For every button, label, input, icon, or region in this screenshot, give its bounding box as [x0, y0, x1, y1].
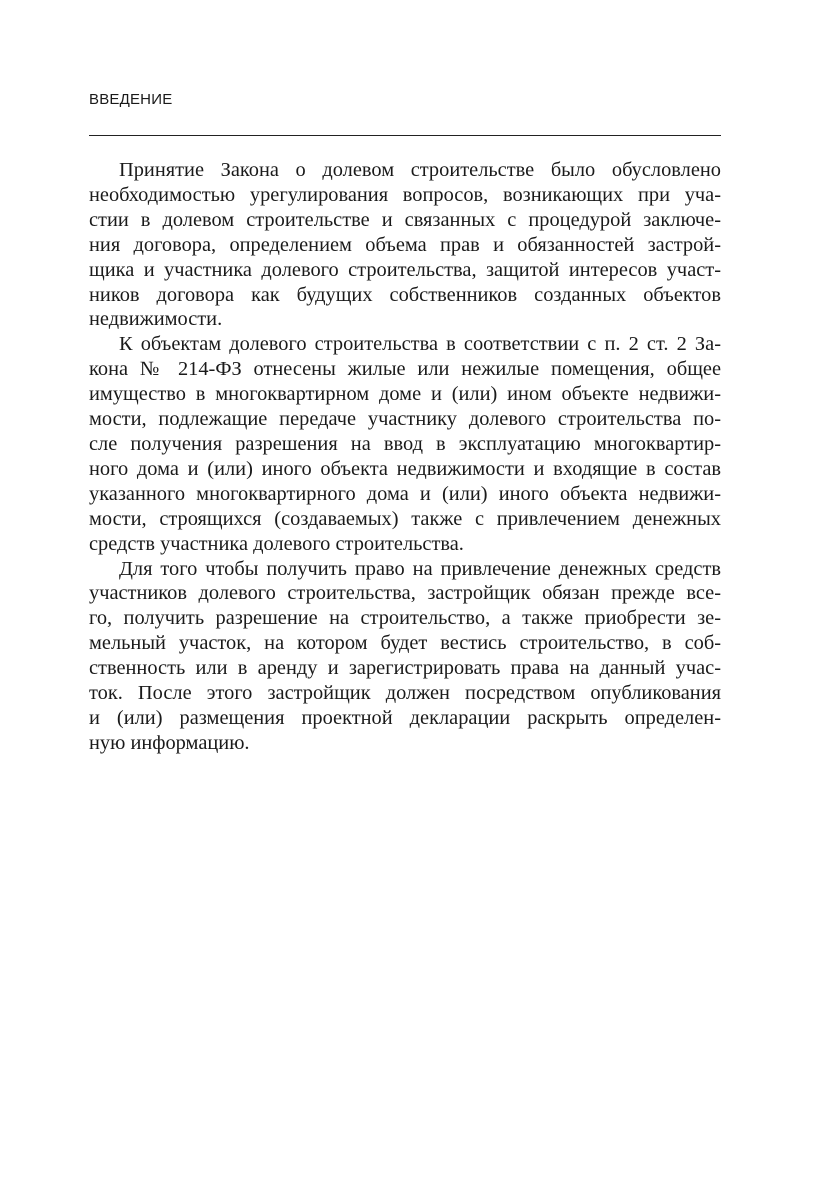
text-line: ного дома и (или) иного объекта недвижимости и входящие в состав [89, 457, 721, 480]
paragraph-3 [89, 557, 721, 756]
text-line: ную информацию. [89, 731, 250, 754]
text-line: мости, строящихся (создаваемых) также с привлечением денежных [89, 507, 721, 530]
text-line: сле получения разрешения на ввод в эксплуатацию многоквартир- [89, 432, 721, 455]
text-line: мости, подлежащие передаче участнику долевого строительства по- [89, 408, 721, 431]
text-line: имущество в многоквартирном доме и (или) ином объекте недвижи- [89, 383, 721, 406]
paragraph-1 [89, 158, 721, 332]
text-line: и (или) размещения проектной декларации раскрыть определен- [89, 706, 721, 729]
text-line: К объектам долевого строительства в соответствии с п. 2 ст. 2 За- [119, 333, 721, 356]
text-line: го, получить разрешение на строительство, а также приобрести зе- [89, 607, 721, 630]
text-line: ток. После этого застройщик должен посредством опубликования [89, 682, 721, 705]
text-line: кона № 214-ФЗ отнесены жилые или нежилые помещения, общее [89, 358, 721, 381]
text-line: участников долевого строительства, застройщик обязан прежде все- [89, 582, 721, 605]
paragraph-2 [89, 332, 721, 556]
running-head: ВВЕДЕНИЕ [89, 91, 173, 108]
header-rule [89, 135, 721, 136]
text-line: Принятие Закона о долевом строительстве было обусловлено [119, 159, 721, 181]
text-line: стии в долевом строительстве и связанных с процедурой заключе- [89, 208, 721, 231]
text-line: мельный участок, на котором будет вестись строительство, в соб- [89, 632, 721, 655]
main-text [89, 158, 721, 756]
text-line: указанного многоквартирного дома и (или) иного объекта недвижи- [89, 482, 721, 505]
text-line: ников договора как будущих собственников созданных объектов [89, 283, 721, 306]
text-line: недвижимости. [89, 308, 223, 331]
text-line: щика и участника долевого строительства, защитой интересов участ- [89, 258, 721, 281]
text-line: необходимостью урегулирования вопросов, возникающих при уча- [89, 183, 721, 206]
text-line: ния договора, определением объема прав и обязанностей застрой- [89, 233, 721, 256]
text-line: Для того чтобы получить право на привлечение денежных средств [119, 557, 721, 580]
text-line: ственность или в аренду и зарегистрировать права на данный учас- [89, 657, 721, 680]
text-line: средств участника долевого строительства. [89, 532, 464, 555]
